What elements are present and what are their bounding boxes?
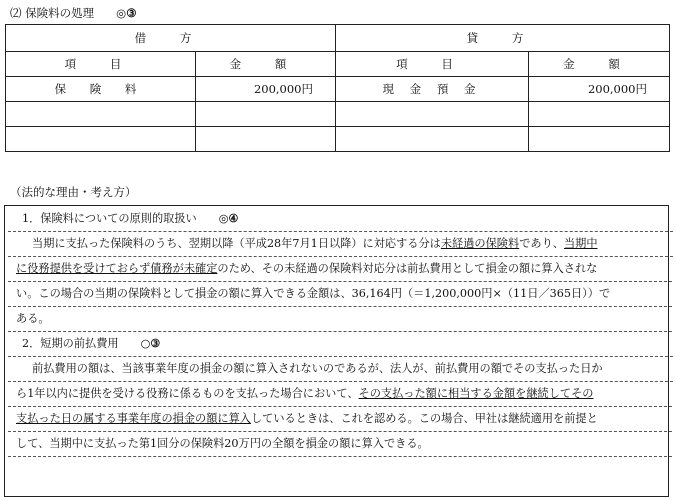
debit-item: 保 険 料 (6, 77, 196, 102)
section2-title: 2．短期の前払費用 ○③ (8, 331, 675, 357)
credit-item: 現 金 預 金 (336, 77, 529, 102)
text-line: ら1年以内に提供を受ける役務に係るものを支払った場合において、その支払った額に相当する金額を継続してその (8, 381, 672, 407)
score-mark: ◎③ (116, 6, 137, 20)
text-line: 前払費用の額は、当該事業年度の損金の額に算入されないのであるが、法人が、前払費用の額でその支払った日か (8, 356, 675, 382)
credit-item-col: 項 目 (336, 52, 529, 77)
credit-header: 貸 方 (336, 25, 670, 52)
table-row (6, 127, 670, 152)
table-header-row (6, 25, 670, 52)
debit-amount: 200,000円 (196, 77, 336, 102)
text-line: ある。 (8, 306, 672, 332)
table-subheader-row (6, 52, 670, 77)
credit-amount-col: 金 額 (529, 52, 670, 77)
debit-item-col: 項 目 (6, 52, 196, 77)
text-line: 支払った日の属する事業年度の損金の額に算入しているときは、これを認める。この場合、甲社は継続適用を前提と (8, 406, 672, 432)
reason-title: （法的な理由・考え方） (10, 185, 137, 199)
text-line: 当期に支払った保険料のうち、翌期以降（平成28年7月1日以降）に対応する分は未経過の保険料であり、当期中 (8, 231, 675, 257)
table-row (6, 77, 670, 102)
debit-header: 借 方 (6, 25, 336, 52)
explanation-box (4, 205, 669, 497)
section-heading (10, 5, 137, 21)
journal-entry-table (5, 24, 670, 152)
text-line: して、当期中に支払った第1回分の保険料20万円の全額を損金の額に算入できる。 (8, 431, 672, 457)
section-heading-label: ⑵ 保険料の処理 (10, 6, 95, 20)
blank-line (8, 456, 664, 481)
debit-amount-col: 金 額 (196, 52, 336, 77)
text-line: に役務提供を受けておらず債務が未確定のため、その未経過の保険料対応分は前払費用として損金の額に算入されな (8, 256, 672, 282)
table-row (6, 102, 670, 127)
score-mark: ◎④ (218, 211, 239, 225)
score-mark: ○③ (140, 336, 161, 350)
section1-title: 1．保険料についての原則的取扱い ◎④ (8, 206, 675, 232)
credit-amount: 200,000円 (529, 77, 670, 102)
text-line: い。この場合の当期の保険料として損金の額に算入できる金額は、36,164円（＝1,200,000円×（11日／365日））で (8, 281, 672, 307)
